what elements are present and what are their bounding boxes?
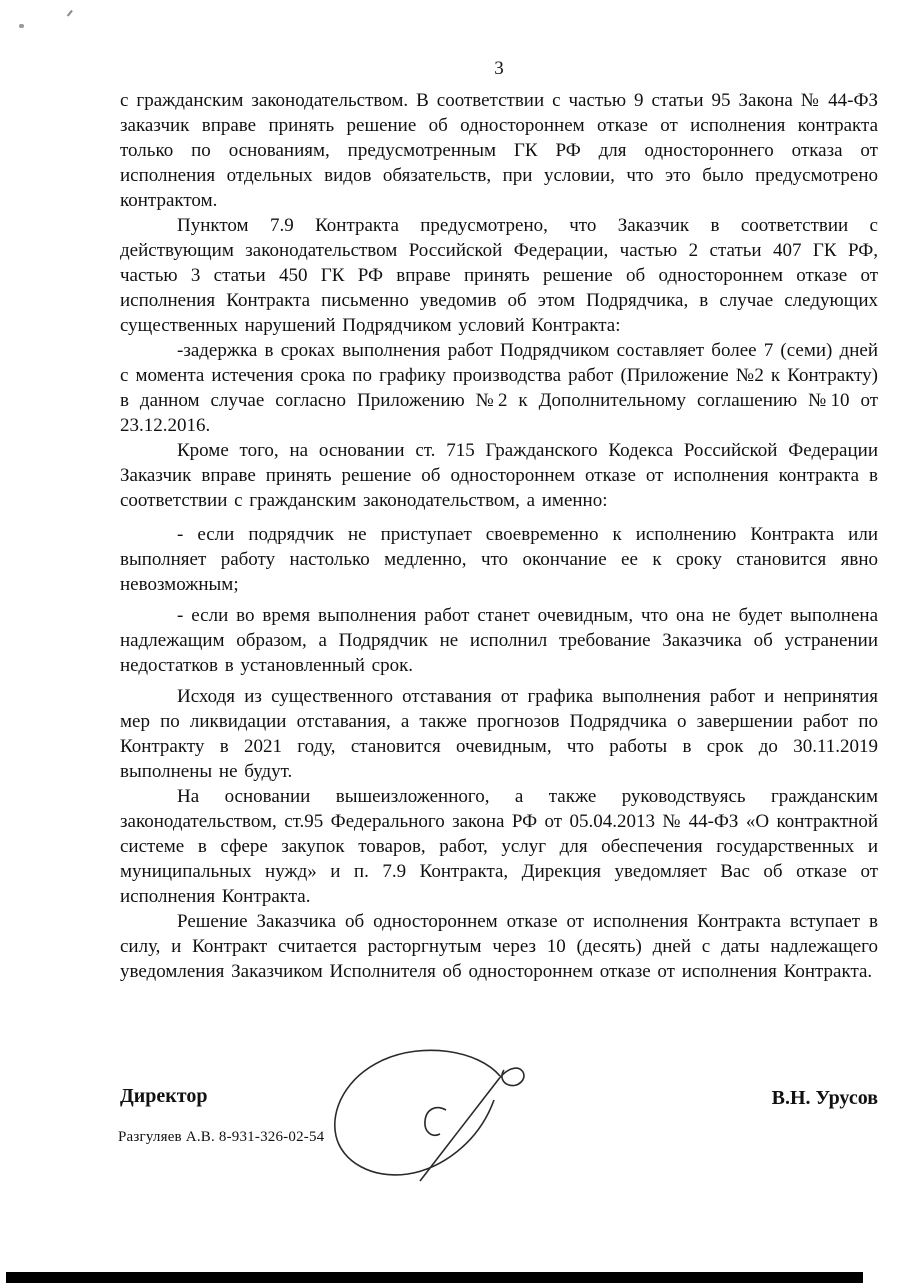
body-paragraph: с гражданским законодательством. В соответствии с частью 9 статьи 95 Закона № 44-ФЗ заказчик вправе принять решение об одностороннем отказе от исполнения контракта только по основаниям, предусмотренным ГК РФ для одностороннего отказа от исполнения отдельных видов обязательств, при условии, что это было предусмотрено контрактом. [120,90,878,211]
scan-speck [19,24,24,28]
signer-name: В.Н. Урусов [771,1087,878,1109]
page-number: 3 [494,58,504,79]
body-paragraph: Решение Заказчика об одностороннем отказе от исполнения Контракта вступает в силу, и Контракт считается расторгнутым через 10 (десять) дней с даты надлежащего уведомления Заказчиком Исполнителя об одностороннем отказе от исполнения Контракта. [120,911,878,982]
body-paragraph: Кроме того, на основании ст. 715 Гражданского Кодекса Российской Федерации Заказчик вправе принять решение об одностороннем отказе от исполнения контракта в соответствии с гражданским законодательством, а именно: [120,440,878,511]
body-paragraph: -задержка в сроках выполнения работ Подрядчиком составляет более 7 (семи) дней с момента истечения срока по графику производства работ (Приложение №2 к Контракту) в данном случае согласно Приложению №2 к Дополнительному соглашению №10 от 23.12.2016. [120,340,878,436]
scan-artifact-bar [6,1272,863,1283]
body-paragraph: На основании вышеизложенного, а также руководствуясь гражданским законодательством, ст.95 Федерального закона РФ от 05.04.2013 № 44-ФЗ «О контрактной системе в сфере закупок товаров, работ, услуг для обеспечения государственных и муниципальных нужд» и п. 7.9 Контракта, Дирекция уведомляет Вас об отказе от исполнения Контракта. [120,786,878,907]
body-paragraph: - если подрядчик не приступает своевременно к исполнению Контракта или выполняет работу настолько медленно, что окончание ее к сроку становится явно невозможным; [120,524,878,595]
body-paragraph: Пунктом 7.9 Контракта предусмотрено, что Заказчик в соответствии с действующим законодательством Российской Федерации, частью 2 статьи 407 ГК РФ, частью 3 статьи 450 ГК РФ вправе принять решение об одностороннем отказе от исполнения Контракта письменно уведомив об этом Подрядчика, в случае следующих существенных нарушений Подрядчиком условий Контракта: [120,215,878,336]
body-paragraph: - если во время выполнения работ станет очевидным, что она не будет выполнена надлежащим образом, а Подрядчик не исполнил требование Заказчика об устранении недостатков в установленный срок. [120,605,878,676]
signer-title: Директор [120,1085,208,1107]
scan-speck [67,10,78,21]
signature-autograph [328,1048,533,1183]
body-paragraph: Исходя из существенного отставания от графика выполнения работ и непринятия мер по ликвидации отставания, а также прогнозов Подрядчика о завершении работ по Контракту в 2021 году, становится очевидным, что работы в срок до 30.11.2019 выполнены не будут. [120,686,878,782]
executor-contact: Разгуляев А.В. 8-931-326-02-54 [118,1129,325,1145]
document-body [120,88,878,984]
